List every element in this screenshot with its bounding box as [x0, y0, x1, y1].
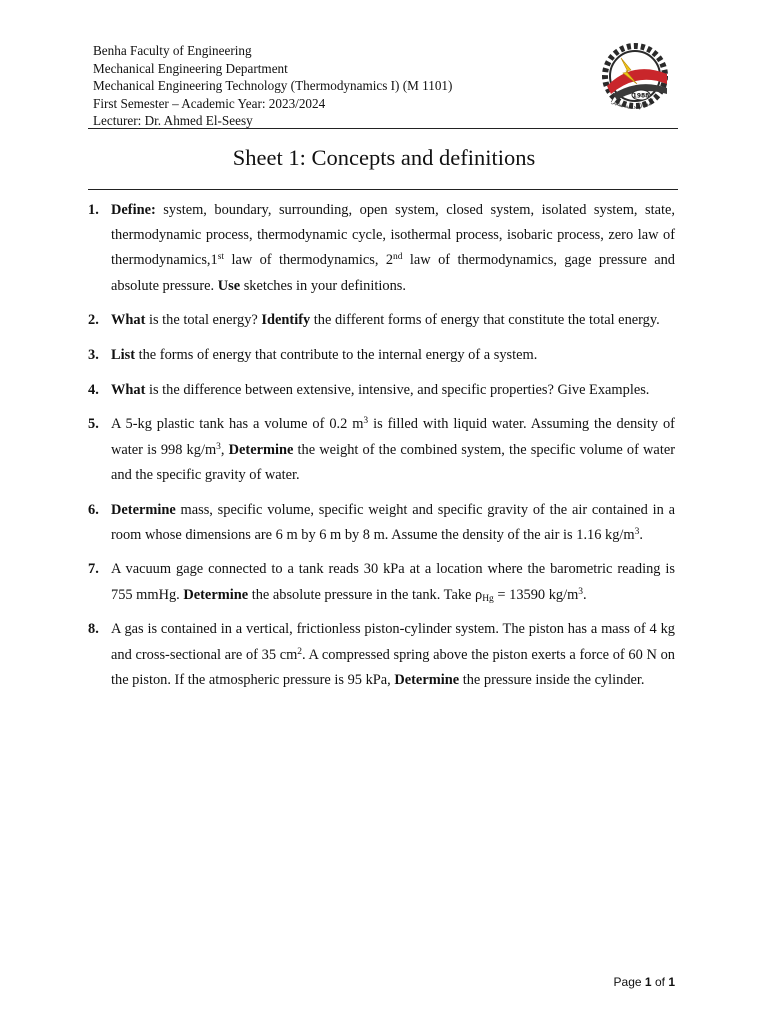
- text-run: the pressure inside the cylinder.: [459, 671, 645, 688]
- page-total: 1: [668, 975, 675, 989]
- bold-keyword: Determine: [111, 501, 176, 518]
- text-run: is the total energy?: [145, 312, 262, 329]
- text-run: = 13590 kg/m: [493, 586, 579, 603]
- question-number: 2.: [88, 312, 99, 329]
- text-run: the forms of energy that contribute to the internal energy of a system.: [135, 347, 538, 364]
- superscript: 3: [634, 526, 640, 537]
- question-item: [88, 617, 675, 693]
- document-header: [93, 42, 452, 130]
- question-text: [111, 498, 675, 548]
- text-run: ,: [220, 441, 229, 458]
- text-run: mass, specific volume, specific weight and specific gravity of the air contained in a room whose dimensions are 6 m by 6 m by 8 m. Assume the density of the air is 1.16 kg/m: [111, 501, 675, 543]
- superscript: nd: [393, 252, 403, 263]
- question-item: [88, 343, 675, 368]
- text-run: .: [583, 586, 587, 603]
- question-text: [111, 412, 675, 488]
- bold-keyword: Define:: [111, 202, 156, 218]
- question-list: [88, 198, 675, 702]
- text-run: the absolute pressure in the tank. Take ρ: [248, 586, 483, 603]
- question-item: [88, 378, 675, 403]
- title-divider: [88, 189, 678, 190]
- superscript: 3: [578, 586, 584, 597]
- faculty-name: Benha Faculty of Engineering: [93, 43, 252, 58]
- question-item: [88, 198, 675, 299]
- question-text: [111, 198, 675, 299]
- question-text: [111, 617, 675, 693]
- question-item: [88, 557, 675, 607]
- department-name: Mechanical Engineering Department: [93, 60, 288, 76]
- text-run: A vacuum gage connected to a tank reads 30 kPa at a location where the barometric reading is 755 mmHg.: [111, 561, 675, 603]
- bold-keyword: Determine: [228, 441, 294, 458]
- text-run: is the difference between extensive, intensive, and specific properties? Give Examples.: [145, 381, 650, 398]
- question-number: 3.: [88, 347, 99, 364]
- of-word: of: [654, 975, 665, 989]
- text-run: the weight of the combined system, the specific volume of water and the specific gravity of water.: [111, 441, 675, 483]
- text-run: A 5-kg plastic tank has a volume of 0.2 m: [111, 416, 364, 433]
- text-run: the different forms of energy that constitute the total energy.: [310, 312, 660, 329]
- text-run: system, boundary, surrounding, open system, closed system, isolated system, state, thermodynamic process, thermodynamic cycle, isothermal process, isobaric process, zero law of thermodynamics,1: [111, 202, 675, 269]
- bold-keyword: Determine: [183, 586, 249, 603]
- header-divider: [88, 128, 678, 129]
- question-number: 7.: [88, 561, 99, 578]
- question-text: [111, 378, 675, 403]
- academic-year: First Semester – Academic Year: 2023/2024: [93, 95, 326, 111]
- bold-keyword: Identify: [261, 312, 311, 329]
- text-run: . A compressed spring above the piston exerts a force of 60 N on the piston. If the atmospheric pressure is 95 kPa,: [111, 646, 675, 688]
- text-run: law of thermodynamics, 2: [224, 252, 394, 269]
- bold-keyword: What: [111, 312, 146, 329]
- logo-arc-textpath: كلية الهندسة بشبرا: [609, 97, 656, 111]
- question-number: 6.: [88, 501, 99, 518]
- question-item: [88, 498, 675, 548]
- sheet-title: Sheet 1: Concepts and definitions: [232, 145, 536, 170]
- superscript: 2: [297, 646, 303, 657]
- text-run: A gas is contained in a vertical, frictionless piston-cylinder system. The piston has a mass of 4 kg and cross-sectional are of 35 cm: [111, 621, 675, 663]
- superscript: 3: [363, 416, 369, 427]
- logo-year: 1988: [632, 92, 650, 100]
- university-logo: [583, 40, 683, 122]
- question-number: 8.: [88, 621, 99, 638]
- question-item: [88, 308, 675, 333]
- question-number: 5.: [88, 416, 99, 433]
- text-run: law of thermodynamics, gage pressure and absolute pressure.: [111, 252, 675, 294]
- question-item: [88, 412, 675, 488]
- question-text: [111, 308, 675, 333]
- bold-keyword: Use: [217, 277, 241, 294]
- bold-keyword: List: [111, 347, 135, 364]
- bold-keyword: What: [111, 381, 146, 398]
- lecturer-name: Lecturer: Dr. Ahmed El-Seesy: [93, 113, 253, 128]
- page-current: 1: [644, 975, 652, 989]
- text-run: is filled with liquid water. Assuming the density of water is 998 kg/m: [111, 416, 675, 458]
- question-number: 1.: [88, 202, 99, 218]
- page-word: Page: [613, 975, 642, 989]
- subscript: Hg: [482, 593, 494, 604]
- course-name: Mechanical Engineering Technology (Thermodynamics I) (M 1101): [93, 78, 453, 93]
- text-run: sketches in your definitions.: [240, 277, 406, 294]
- text-run: .: [639, 526, 643, 543]
- page-footer: [614, 975, 675, 989]
- superscript: 3: [216, 441, 221, 452]
- question-text: [111, 343, 675, 368]
- superscript: st: [217, 252, 225, 263]
- question-number: 4.: [88, 381, 99, 398]
- bold-keyword: Determine: [394, 671, 460, 688]
- question-text: [111, 557, 675, 607]
